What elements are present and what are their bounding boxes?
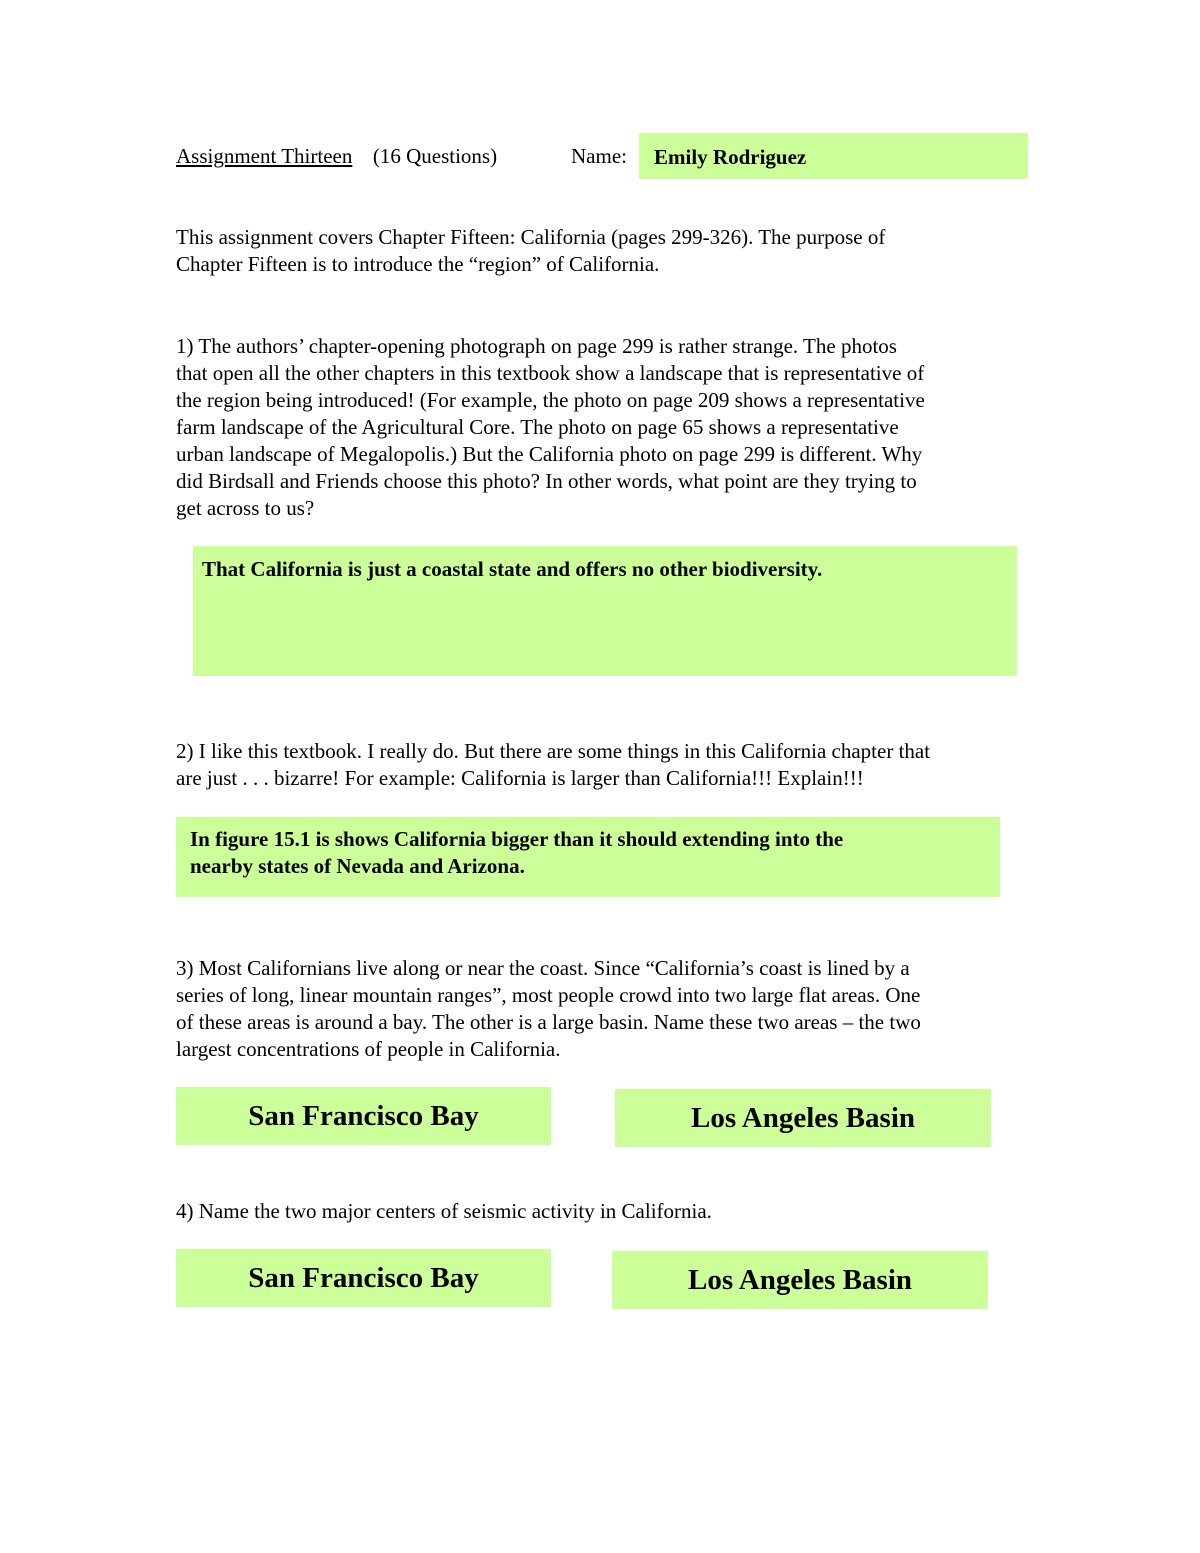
name-field[interactable] xyxy=(639,133,1028,179)
assignment-title: Assignment Thirteen xyxy=(176,144,353,168)
question-3-line: 3) Most Californians live along or near the coast. Since “California’s coast is lined by a xyxy=(176,956,910,980)
answer-3-right-box[interactable] xyxy=(615,1089,991,1147)
answer-3-left-box[interactable] xyxy=(176,1087,551,1145)
question-4-text: 4) Name the two major centers of seismic activity in California. xyxy=(176,1199,712,1223)
answer-1-box[interactable] xyxy=(193,546,1017,676)
answer-1-text: That California is just a coastal state and offers no other biodiversity. xyxy=(202,557,823,581)
answer-3-left-text: San Francisco Bay xyxy=(248,1100,479,1132)
question-1-line: the region being introduced! (For example, the photo on page 209 shows a representative xyxy=(176,388,925,412)
question-1-line: get across to us? xyxy=(176,496,315,520)
question-1-line: farm landscape of the Agricultural Core. The photo on page 65 shows a representative xyxy=(176,415,899,439)
answer-4-right-box[interactable] xyxy=(612,1251,988,1309)
question-3-line: largest concentrations of people in California. xyxy=(176,1037,561,1061)
answer-4-right-text: Los Angeles Basin xyxy=(688,1264,912,1296)
intro-line-2: Chapter Fifteen is to introduce the “region” of California. xyxy=(176,252,660,276)
question-3-line: series of long, linear mountain ranges”, most people crowd into two large flat areas. One xyxy=(176,983,921,1007)
answer-2-box[interactable] xyxy=(176,817,1000,897)
name-label: Name: xyxy=(571,144,627,168)
question-count: (16 Questions) xyxy=(372,144,498,168)
question-2-line: are just . . . bizarre! For example: California is larger than California!!! Explain!!! xyxy=(176,766,864,790)
question-1-line: that open all the other chapters in this textbook show a landscape that is representative of xyxy=(176,361,925,385)
intro-line-1: This assignment covers Chapter Fifteen: California (pages 299-326). The purpose of xyxy=(176,225,886,249)
name-value: Emily Rodriguez xyxy=(654,145,807,169)
answer-3-right-text: Los Angeles Basin xyxy=(691,1102,915,1134)
question-1-line: 1) The authors’ chapter-opening photograph on page 299 is rather strange. The photos xyxy=(176,334,897,358)
assignment-header xyxy=(176,143,497,170)
answer-4-left-text: San Francisco Bay xyxy=(248,1262,479,1294)
question-3-line: of these areas is around a bay. The other is a large basin. Name these two areas – the two xyxy=(176,1010,921,1034)
question-1-line: did Birdsall and Friends choose this photo? In other words, what point are they trying to xyxy=(176,469,917,493)
answer-2-line: In figure 15.1 is shows California bigger than it should extending into the xyxy=(190,827,844,851)
question-1-line: urban landscape of Megalopolis.) But the California photo on page 299 is different. Why xyxy=(176,442,923,466)
answer-2-line: nearby states of Nevada and Arizona. xyxy=(190,854,525,878)
answer-4-left-box[interactable] xyxy=(176,1249,551,1307)
question-2-line: 2) I like this textbook. I really do. But there are some things in this California chapter that xyxy=(176,739,931,763)
